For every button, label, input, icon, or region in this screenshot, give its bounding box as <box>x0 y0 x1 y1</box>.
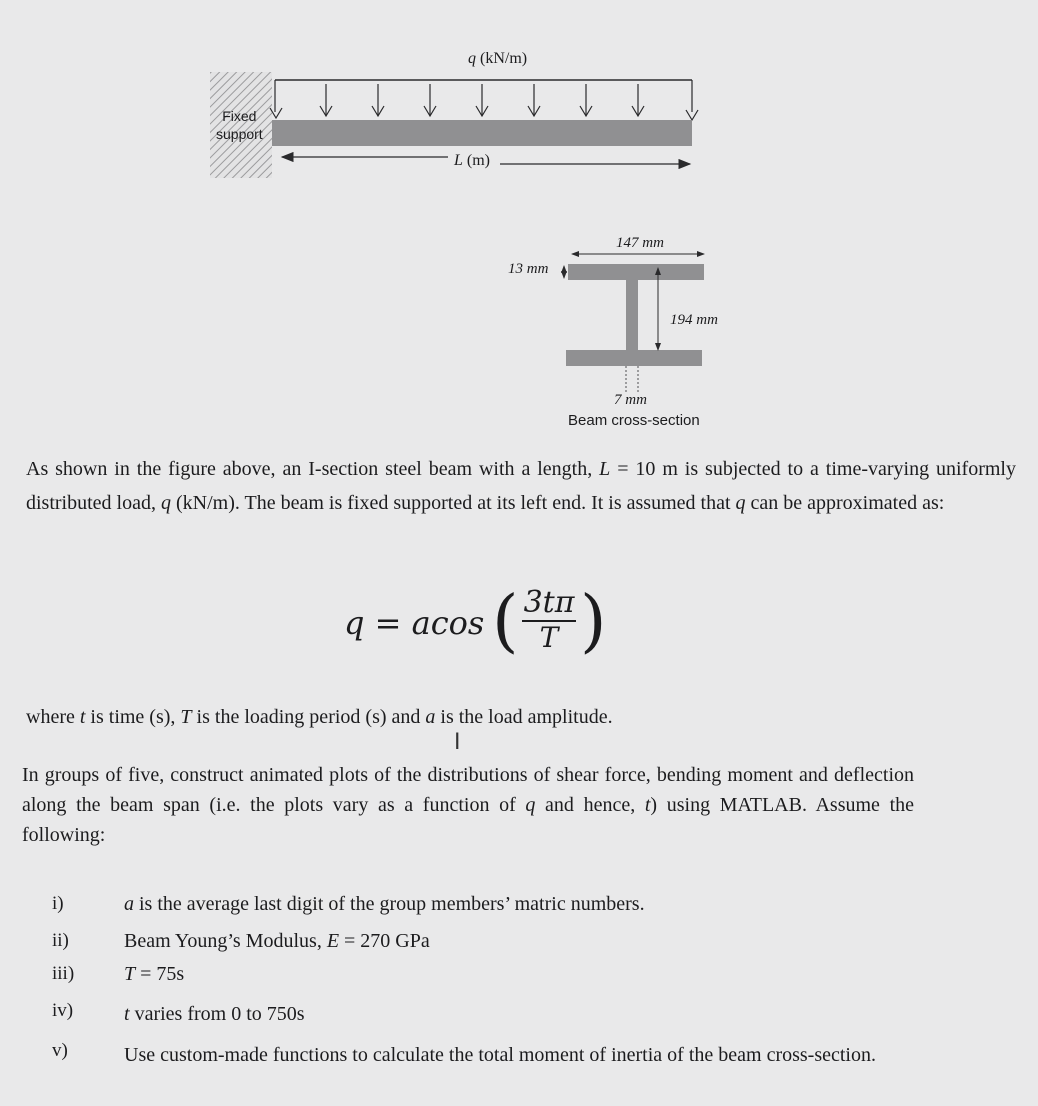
text-cursor-icon: I <box>454 730 461 755</box>
web <box>626 280 638 350</box>
assumption-text-2: Beam Young’s Modulus, E = 270 GPa <box>124 930 430 952</box>
flange-thickness-label: 13 mm <box>508 261 549 277</box>
support-label: Fixed support <box>216 108 263 142</box>
where-line: where t is time (s), T is the loading period (s) and a is the load amplitude. <box>26 706 613 728</box>
assumption-text-1: a is the average last digit of the group members’ matric numbers. <box>124 893 645 915</box>
assumption-num-2: ii) <box>52 930 69 951</box>
udl-arrows <box>270 84 698 120</box>
assumption-num-5: v) <box>52 1040 68 1061</box>
assumption-num-1: i) <box>52 893 64 914</box>
load-label: q (kN/m) <box>468 50 528 67</box>
depth-label: 194 mm <box>670 312 718 328</box>
section-caption: Beam cross-section <box>568 412 700 429</box>
assumption-num-4: iv) <box>52 1000 74 1021</box>
assumption-num-3: iii) <box>52 963 75 984</box>
assumption-text-4: t varies from 0 to 750s <box>124 1003 305 1025</box>
task-paragraph: In groups of five, construct animated plots of the distributions of shear force, bending moment and deflection along the beam span (i.e. the plots vary as a function of q and hence, t) using MATLAB. Assume the following: <box>22 764 915 846</box>
assumption-text-3: T = 75s <box>124 963 185 985</box>
top-flange <box>568 264 704 280</box>
web-thickness-label: 7 mm <box>614 392 647 408</box>
intro-paragraph: As shown in the figure above, an I-section steel beam with a length, L = 10 m is subjected to a time-varying uniformly distributed load, q (kN/m). The beam is fixed supported at its left end. It is assumed that q can be approximated as: <box>26 458 1016 514</box>
length-label: L (m) <box>454 152 491 169</box>
flange-width-label: 147 mm <box>616 235 664 251</box>
load-equation: q = acos ( 3tπ T ) <box>344 582 607 661</box>
beam <box>272 120 692 146</box>
bottom-flange <box>566 350 702 366</box>
assumption-text-5: Use custom-made functions to calculate the total moment of inertia of the beam cross-section. <box>124 1044 876 1066</box>
